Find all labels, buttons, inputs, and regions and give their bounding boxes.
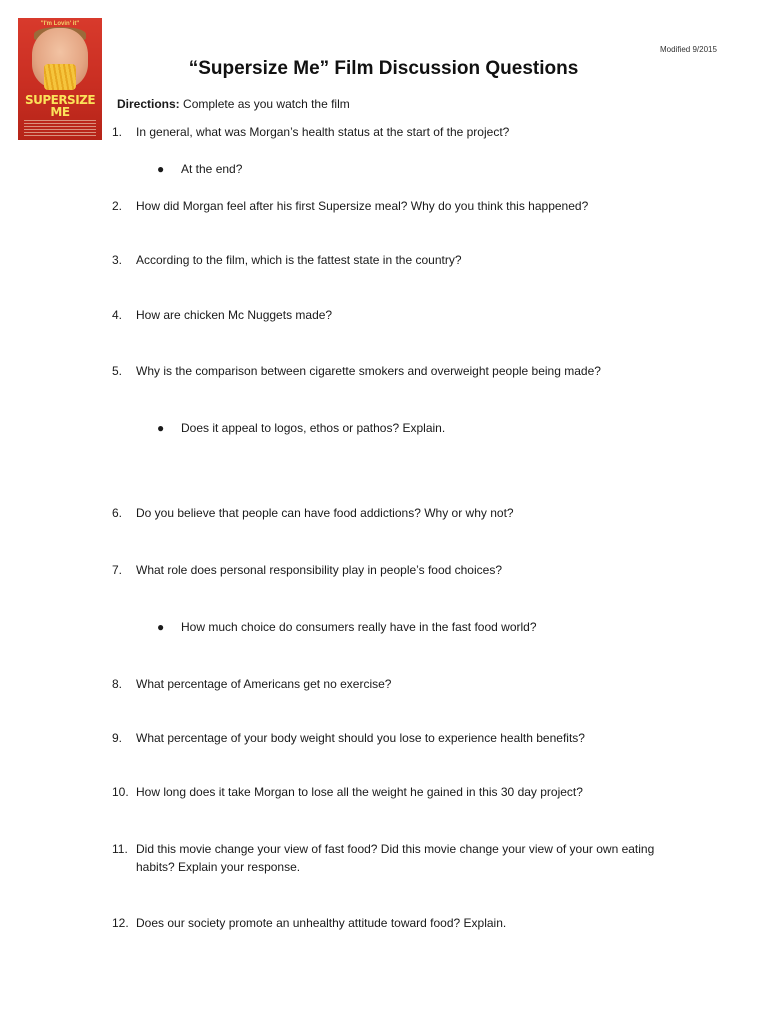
- question-number: 12.: [112, 916, 129, 930]
- question-number: 6.: [112, 506, 123, 520]
- poster-title-line2: ME: [50, 105, 70, 119]
- modified-date: Modified 9/2015: [660, 45, 717, 54]
- question-number: 1.: [112, 125, 123, 139]
- bullet-icon: ●: [157, 162, 165, 176]
- question-text: What role does personal responsibility play in people’s food choices?: [136, 563, 502, 577]
- bullet-icon: ●: [157, 620, 165, 634]
- question-number: 7.: [112, 563, 123, 577]
- question-number: 5.: [112, 364, 123, 378]
- directions-label: Directions:: [117, 97, 180, 111]
- question-text: What percentage of your body weight should you lose to experience health benefits?: [136, 731, 585, 745]
- question-text: How are chicken Mc Nuggets made?: [136, 308, 333, 322]
- page-title: “Supersize Me” Film Discussion Questions: [188, 58, 579, 79]
- question-text: What percentage of Americans get no exercise?: [136, 677, 392, 691]
- poster-fine-print: [24, 120, 96, 136]
- question-number: 3.: [112, 253, 123, 267]
- question-number: 2.: [112, 199, 123, 213]
- question-number: 8.: [112, 677, 123, 691]
- poster-tagline: "I'm Lovin' it": [40, 21, 80, 27]
- question-text: How did Morgan feel after his first Supersize meal? Why do you think this happened?: [136, 199, 589, 213]
- poster-title: [22, 94, 98, 118]
- directions: [117, 97, 350, 111]
- question-text: In general, what was Morgan’s health status at the start of the project?: [136, 125, 510, 139]
- question-text: How long does it take Morgan to lose all the weight he gained in this 30 day project?: [136, 785, 583, 799]
- directions-text: Complete as you watch the film: [179, 97, 350, 111]
- question-text: Does our society promote an unhealthy attitude toward food? Explain.: [136, 916, 507, 930]
- sub-question-text: At the end?: [181, 162, 243, 176]
- question-number: 4.: [112, 308, 123, 322]
- question-text: Do you believe that people can have food addictions? Why or why not?: [136, 506, 514, 520]
- sub-question-text: Does it appeal to logos, ethos or pathos? Explain.: [181, 421, 446, 435]
- bullet-icon: ●: [157, 421, 165, 435]
- sub-question-text: How much choice do consumers really have in the fast food world?: [181, 620, 537, 634]
- poster-title-line1: SUPERSIZE: [24, 93, 96, 107]
- question-number: 11.: [112, 842, 128, 856]
- question-text: Did this movie change your view of fast food? Did this movie change your view of your own eating habits? Explain your response.: [136, 842, 655, 874]
- question-number: 10.: [112, 785, 129, 799]
- question-text: Why is the comparison between cigarette smokers and overweight people being made?: [136, 364, 601, 378]
- question-text: According to the film, which is the fattest state in the country?: [136, 253, 462, 267]
- question-number: 9.: [112, 731, 123, 745]
